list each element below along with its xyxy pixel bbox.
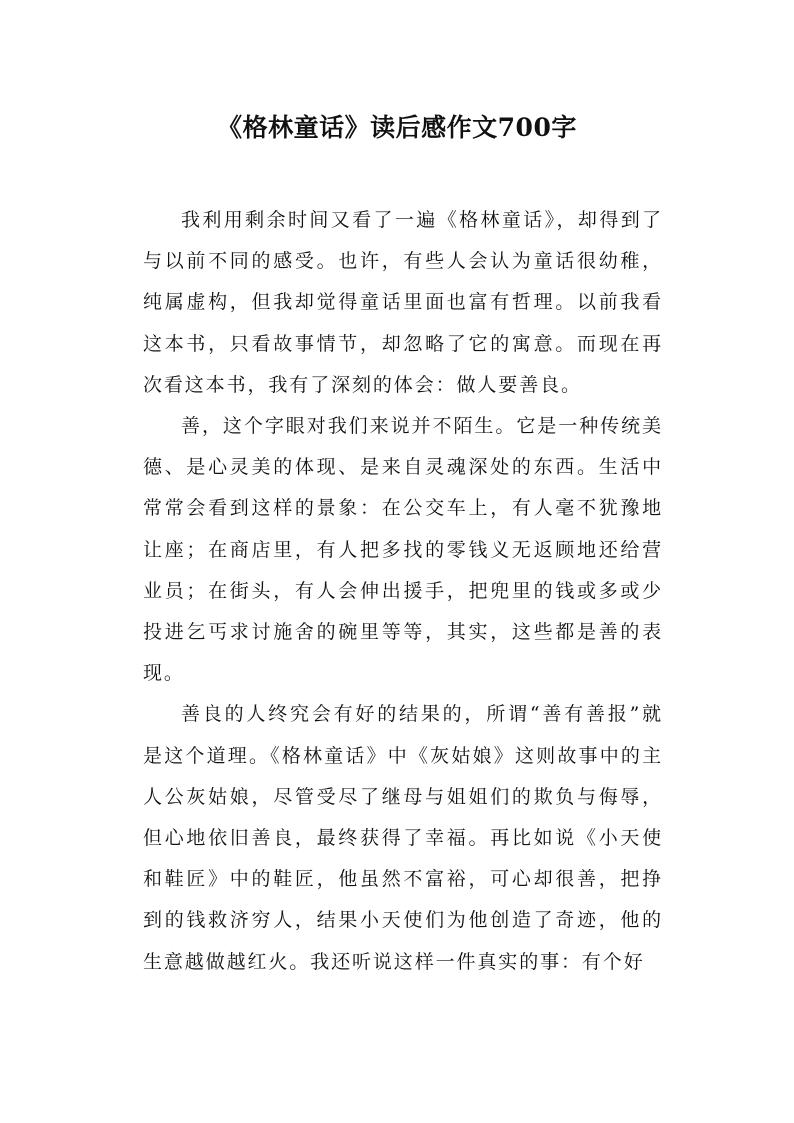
paragraph-3: 善良的人终究会有好的结果的，所谓“善有善报”就是这个道理。《格林童话》中《灰姑娘》这则故事中的主人公灰姑娘，尽管受尽了继母与姐姐们的欺负与侮辱，但心地依旧善良，最终获得了幸福。再比如说《小天使和鞋匠》中的鞋匠，他虽然不富裕，可心却很善，把挣到的钱救济穷人，结果小天使们为他创造了奇迹，他的生意越做越红火。我还听说这样一件真实的事：有个好 <box>143 703 663 973</box>
paragraph-2: 善，这个字眼对我们来说并不陌生。它是一种传统美德、是心灵美的体现、是来自灵魂深处的东西。生活中常常会看到这样的景象：在公交车上，有人毫不犹豫地让座；在商店里，有人把多找的零钱义无返顾地还给营业员；在街头，有人会伸出援手，把兜里的钱或多或少投进乞丐求讨施舍的碗里等等，其实，这些都是善的表现。 <box>143 415 663 685</box>
document-title: 《格林童话》读后感作文700字 <box>217 113 577 142</box>
paragraph-1: 我利用剩余时间又看了一遍《格林童话》，却得到了与以前不同的感受。也许，有些人会认为童话很幼稚，纯属虚构，但我却觉得童话里面也富有哲理。以前我看这本书，只看故事情节，却忽略了它的寓意。而现在再次看这本书，我有了深刻的体会：做人要善良。 <box>143 209 663 396</box>
document-body <box>143 200 663 983</box>
